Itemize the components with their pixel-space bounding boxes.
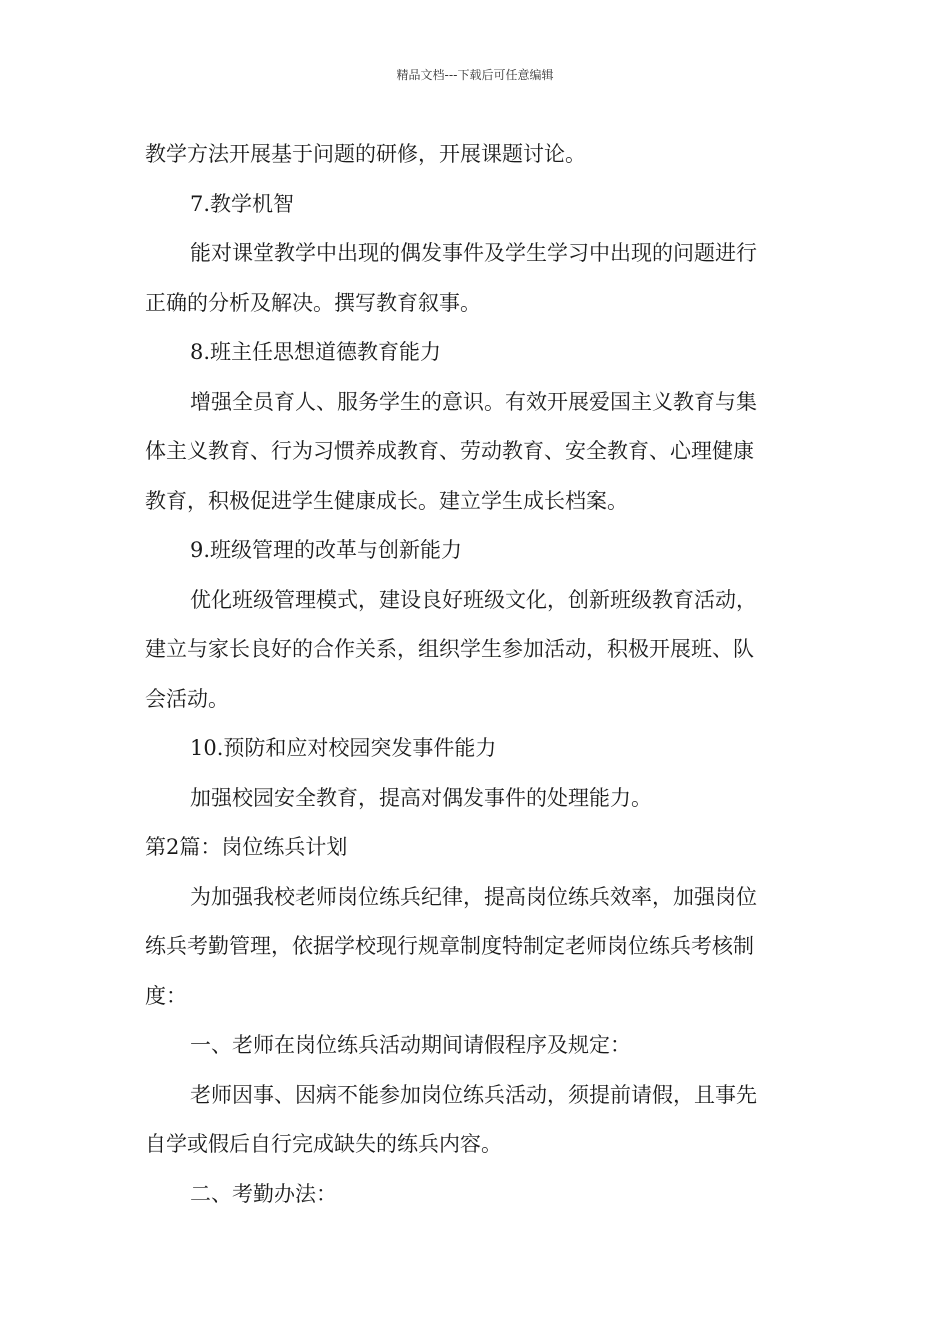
text-line: 教学方法开展基于问题的研修，开展课题讨论。 [145,142,586,166]
section-heading: 二、考勤办法： [190,1181,337,1206]
section-heading: 7.教学机智 [190,191,295,216]
text-line: 建立与家长良好的合作关系，组织学生参加活动，积极开展班、队 [145,637,754,661]
text-line: 老师因事、因病不能参加岗位练兵活动，须提前请假，且事先 [190,1082,757,1107]
section-heading: 10.预防和应对校园突发事件能力 [190,736,497,760]
text-line: 优化班级管理模式，建设良好班级文化，创新班级教育活动， [190,587,757,612]
text-line: 为加强我校老师岗位练兵纪律，提高岗位练兵效率，加强岗位 [190,884,757,909]
text-line: 度： [145,983,187,1008]
document-body [145,130,810,1219]
text-line: 加强校园安全教育，提高对偶发事件的处理能力。 [190,785,652,810]
section-heading: 一、老师在岗位练兵活动期间请假程序及规定： [190,1033,631,1057]
text-line: 练兵考勤管理，依据学校现行规章制度特制定老师岗位练兵考核制 [145,934,754,958]
chapter-title: 第2篇：岗位练兵计划 [145,835,348,859]
text-line: 能对课堂教学中出现的偶发事件及学生学习中出现的问题进行 [190,241,757,265]
section-heading: 9.班级管理的改革与创新能力 [190,538,463,562]
text-line: 自学或假后自行完成缺失的练兵内容。 [145,1132,502,1156]
text-line: 正确的分析及解决。撰写教育叙事。 [145,290,481,315]
page-header: 精品文档---下载后可任意编辑 [396,68,554,82]
text-line: 体主义教育、行为习惯养成教育、劳动教育、安全教育、心理健康 [145,439,754,463]
text-line: 会活动。 [145,686,229,711]
text-line: 增强全员育人、服务学生的意识。有效开展爱国主义教育与集 [190,389,757,414]
text-line: 教育，积极促进学生健康成长。建立学生成长档案。 [145,488,628,513]
section-heading: 8.班主任思想道德教育能力 [190,340,442,364]
